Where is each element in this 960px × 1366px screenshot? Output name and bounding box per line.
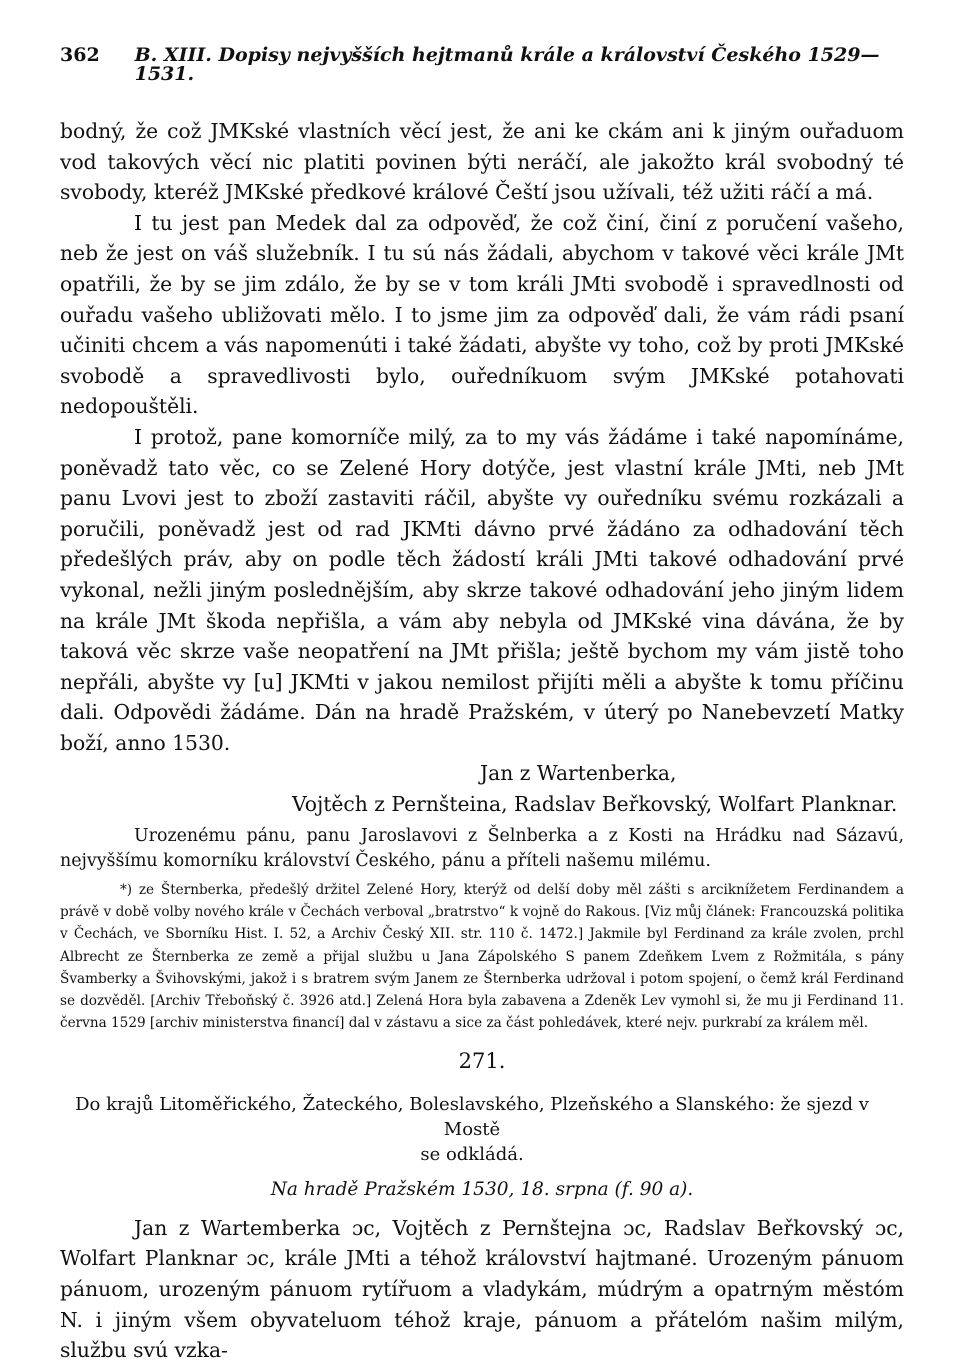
body-paragraph-2: I tu jest pan Medek dal za odpověď, že což činí, činí z poručení vašeho, neb že jest on váš služebník. I tu sú nás žádali, abychom v takové věci krále JMt opatřili, že by se jim zdálo, že by se v tom králi JMti svobodě i spravedlnosti od ouřadu vašeho ubližovati mělo. I to jsme jim za odpověď dali, že vám rádi psaní učiniti chcem a vás napomenúti i také žádati, abyšte vy toho, což by proti JMKské svobodě a spravedlivosti bylo, ouředníkuom svým JMKské potahovati nedopouštěli.: [60, 210, 904, 419]
page-number: 362: [60, 44, 100, 66]
document-number: 271.: [458, 1048, 506, 1073]
signature-line-1: Jan z Wartenberka,: [480, 761, 677, 786]
footnote-text: *) ze Šternberka, předešlý držitel Zelené Hory, kterýž od delší doby měl zášti s arciknížetem Ferdinandem a právě v době volby nového krále v Čechách verboval „bratrstvo“ k vojně do Rakous. [Viz můj článek: Francouzská politika v Čechách, ve Sborníku Hist. I. 52, a Archiv Český XII. str. 110 č. 1472.] Jakmile byl Ferdinand za krále zvolen, prchl Albrecht ze Šternberka ze země a přijal službu u Jana Zápolského S panem Zdeňkem Lvem z Rožmitála, s pány Švamberky a Švihovskými, jakož i s bratrem svým Janem ze Šternberka udržoval i potom spojení, o čemž král Ferdinand se dozvěděl. [Archiv Třeboňský č. 3926 atd.] Zelená Hora byla zabavena a Zdeněk Lev vymohl si, že mu ji Ferdinand 11. června 1529 [archiv ministerstva financí] dal v zástavu a sice za část pohledávek, které nejv. purkrabí za králem měl.: [60, 881, 904, 1032]
letter-body: [60, 116, 904, 758]
address-block: [60, 824, 904, 875]
document-intro: [60, 1213, 904, 1366]
body-paragraph-1: bodný, že což JMKské vlastních věcí jest, že ani ke ckám ani k jiným ouřaduom vod takových věcí nic platiti povinen býti neráčí, ale jakožto král svobodný té svobody, kteréž JMKské předkové králové Čeští jsou užívali, též užiti ráčí a má.: [60, 119, 904, 205]
running-head: [60, 46, 904, 84]
signature-line-2: Vojtěch z Pernšteina, Radslav Beřkovský, Wolfart Planknar.: [292, 792, 898, 817]
running-head-title: B. XIII. Dopisy nejvyšších hejtmanů krále a království Českého 1529—1531.: [134, 44, 880, 85]
document-title-line-1: Do krajů Litoměřického, Žateckého, Boleslavského, Plzeňského a Slanského: že sjezd v Mostě: [75, 1093, 869, 1140]
address-text: Urozenému pánu, panu Jaroslavovi z Šelnberka a z Kosti na Hrádku nad Sázavú, nejvyššímu komorníku království Českého, pánu a příteli našemu milému.: [60, 825, 904, 872]
document-title: [60, 1092, 884, 1167]
document-date: Na hradě Pražském 1530, 18. srpna (f. 90 a).: [270, 1178, 694, 1200]
body-paragraph-3: I protož, pane komorníče milý, za to my vás žádáme i také napomínáme, poněvadž tato věc, co se Zelené Hory dotýče, jest vlastní krále JMti, neb JMt panu Lvovi jest to zboží zastaviti ráčil, abyšte vy ouředníku svému rozkázali a poručili, poněvadž jest od rad JKMti dávno prvé žádáno za odhadování těch předešlých práv, aby on podle těch žádostí králi JMti takové odhadování prvé vykonal, nežli jiným poslednějším, aby skrze takové odhadování jeho jiným lidem na krále JMt škoda nepřišla, a vám aby nebyla od JMKské vina dávána, že by taková věc skrze vaše neopatření na JMt přišla; ještě bychom my vám jistě toho nepřáli, abyšte vy [u] JKMti v jakou nemilost přijíti měli a abyšte k tomu příčinu dali. Odpovědi žádáme. Dán na hradě Pražském, v úterý po Nanebevzetí Matky boží, anno 1530.: [60, 424, 904, 755]
intro-paragraph: Jan z Wartemberka ɔc, Vojtěch z Pernštejna ɔc, Radslav Beřkovský ɔc, Wolfart Planknar ɔc, krále JMti a téhož království hajtmané. Urozeným pánuom pánuom, urozeným pánuom rytířuom a vladykám, múdrým a opatrným městóm N. i jiným všem obyvateluom téhož kraje, pánuom a přátelóm našim milým, službu svú vzka-: [60, 1215, 904, 1363]
footnote: [60, 879, 904, 1035]
document-title-line-2: se odkládá.: [420, 1143, 524, 1165]
